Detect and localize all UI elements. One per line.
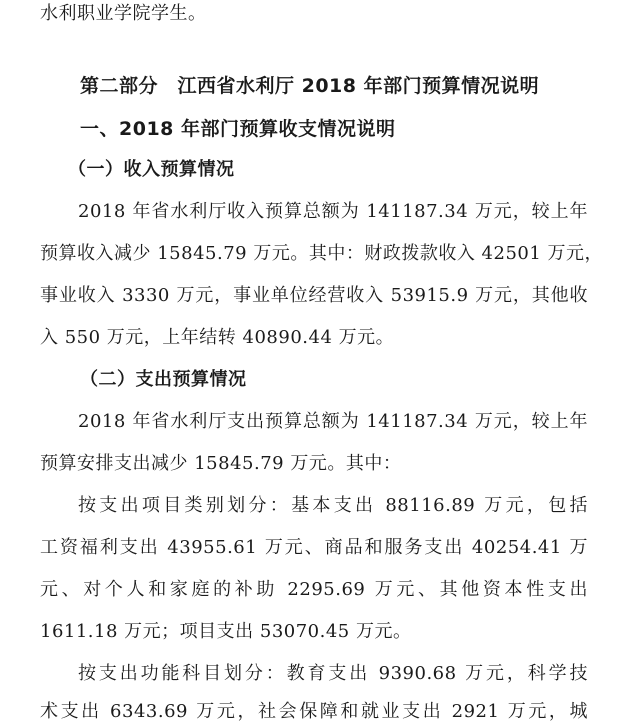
income-line-4: 入 550 万元，上年结转 40890.44 万元。 — [40, 327, 395, 348]
income-line-1: 2018 年省水利厅收入预算总额为 141187.34 万元，较上年 — [78, 201, 588, 222]
expense-category-line-3: 元、对个人和家庭的补助 2295.69 万元、其他资本性支出 — [40, 579, 588, 600]
expense-heading: （二）支出预算情况 — [80, 369, 247, 390]
previous-paragraph-fragment: 水利职业学院学生。 — [40, 3, 207, 24]
expense-summary-line-2: 预算安排支出减少 15845.79 万元。其中： — [40, 453, 402, 474]
income-heading: （一）收入预算情况 — [68, 159, 235, 180]
expense-function-line-2: 术支出 6343.69 万元，社会保障和就业支出 2921 万元，城 — [40, 701, 588, 722]
section-heading: 一、2018 年部门预算收支情况说明 — [80, 118, 396, 140]
income-line-2: 预算收入减少 15845.79 万元。其中：财政拨款收入 42501 万元， — [40, 243, 604, 264]
expense-function-line-1: 按支出功能科目划分：教育支出 9390.68 万元，科学技 — [78, 663, 588, 684]
part-heading: 第二部分 江西省水利厅 2018 年部门预算情况说明 — [80, 75, 540, 97]
income-line-3: 事业收入 3330 万元，事业单位经营收入 53915.9 万元，其他收 — [40, 285, 588, 306]
expense-summary-line-1: 2018 年省水利厅支出预算总额为 141187.34 万元，较上年 — [78, 411, 588, 432]
expense-category-line-1: 按支出项目类别划分：基本支出 88116.89 万元，包括 — [78, 495, 588, 516]
expense-category-line-4: 1611.18 万元；项目支出 53070.45 万元。 — [40, 621, 412, 642]
expense-category-line-2: 工资福利支出 43955.61 万元、商品和服务支出 40254.41 万 — [40, 537, 588, 558]
